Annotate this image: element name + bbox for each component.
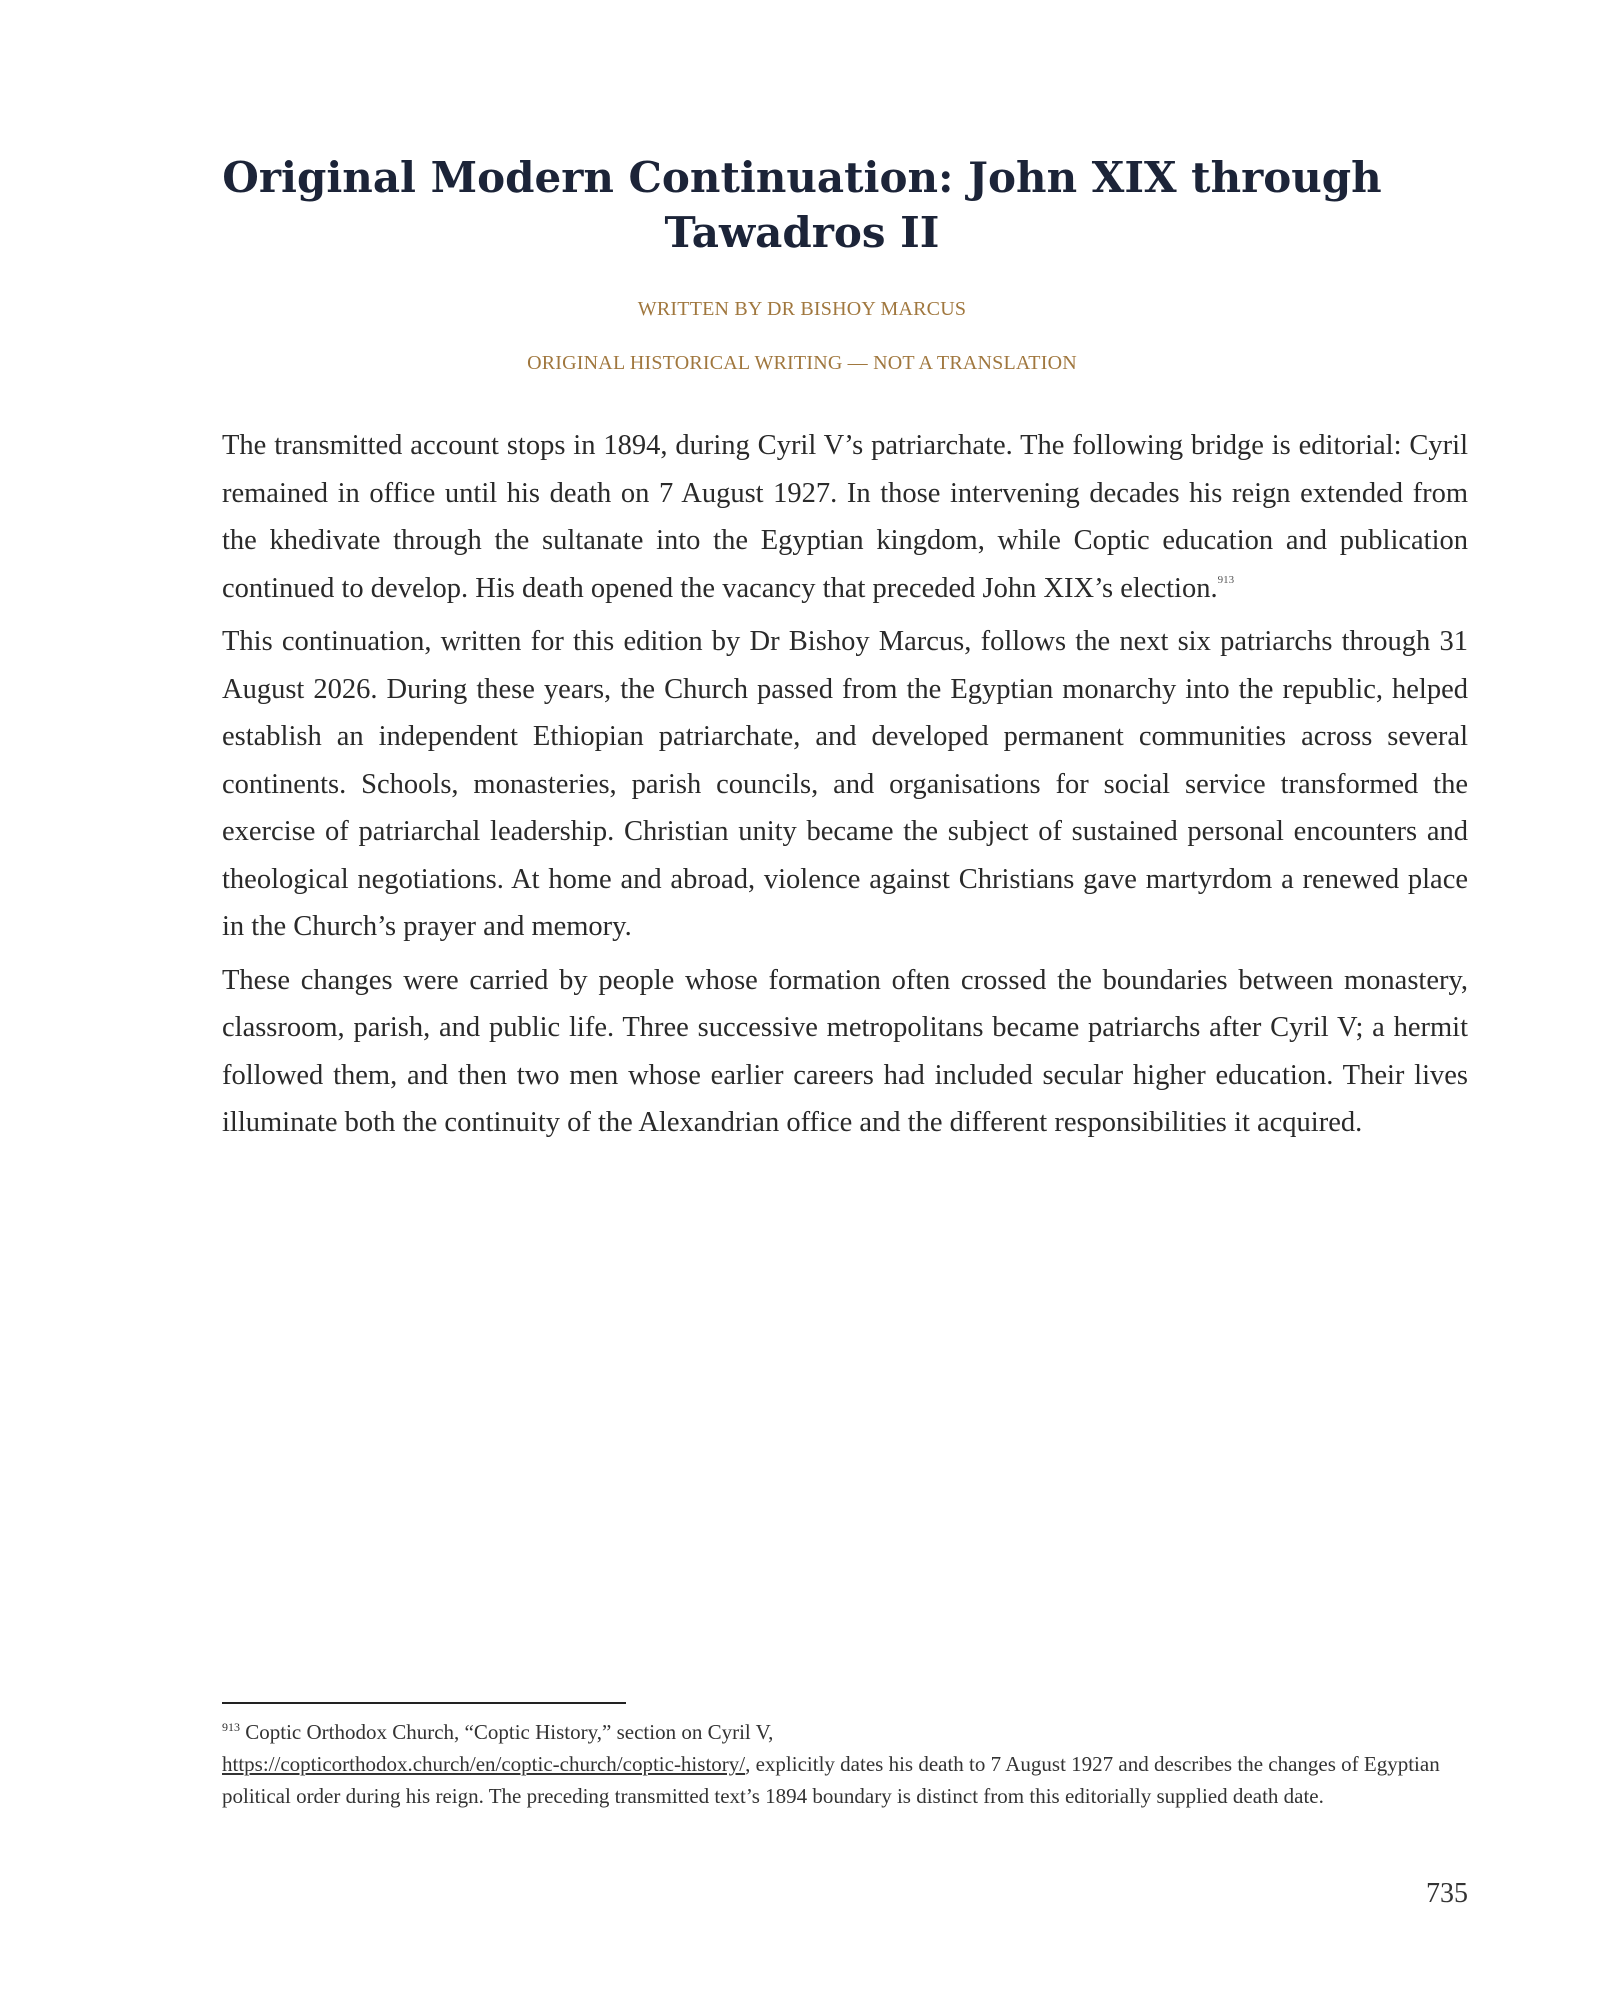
paragraph-1-text: The transmitted account stops in 1894, during Cyril V’s patriarchate. The following bridge is editorial: Cyril remained in office until his death on 7 August 1927. In those intervening decades his reign extended from the khedivate through the sultanate into the Egyptian kingdom, while Coptic education and publication continued to develop. His death opened the vacancy that preceded John XIX’s election. <box>222 430 1468 604</box>
paragraph-3: These changes were carried by people whose formation often crossed the boundaries between monastery, classroom, parish, and public life. Three successive metropolitans became patriarchs after Cyril V; a hermit followed them, and then two men whose earlier careers had included secular higher education. Their lives illuminate both the continuity of the Alexandrian office and the different responsibilities it acquired. <box>222 964 1468 1138</box>
body-text <box>222 422 1468 1153</box>
footnote-reference[interactable]: 913 <box>1217 573 1235 586</box>
writing-note: ORIGINAL HISTORICAL WRITING — NOT A TRANSLATION <box>527 352 1077 374</box>
page-number: 735 <box>1426 1878 1468 1909</box>
footnote-link[interactable]: https://copticorthodox.church/en/coptic-church/coptic-history/ <box>222 1752 746 1776</box>
footnote-number: 913 <box>222 1720 240 1734</box>
footnote-divider <box>222 1702 626 1704</box>
footnote-lead: Coptic Orthodox Church, “Coptic History,” section on Cyril V, <box>245 1720 774 1744</box>
footnote <box>222 1716 1468 1812</box>
page-title <box>222 150 1382 260</box>
title-line-2: Tawadros II <box>664 208 940 257</box>
paragraph-1 <box>222 422 1468 612</box>
title-line-1: Original Modern Continuation: John XIX through <box>222 153 1382 202</box>
footnote-rest: , explicitly dates his death to 7 August 1927 and describes the changes of Egyptian political order during his reign. The preceding transmitted text’s 1894 boundary is distinct from this editorially supplied death date. <box>222 1752 1440 1808</box>
author-byline: WRITTEN BY DR BISHOY MARCUS <box>637 298 967 320</box>
paragraph-2: This continuation, written for this edition by Dr Bishoy Marcus, follows the next six patriarchs through 31 August 2026. During these years, the Church passed from the Egyptian monarchy into the republic, helped establish an independent Ethiopian patriarchate, and developed permanent communities across several continents. Schools, monasteries, parish councils, and organisations for social service transformed the exercise of patriarchal leadership. Christian unity became the subject of sustained personal encounters and theological negotiations. At home and abroad, violence against Christians gave martyrdom a renewed place in the Church’s prayer and memory. <box>222 626 1468 942</box>
